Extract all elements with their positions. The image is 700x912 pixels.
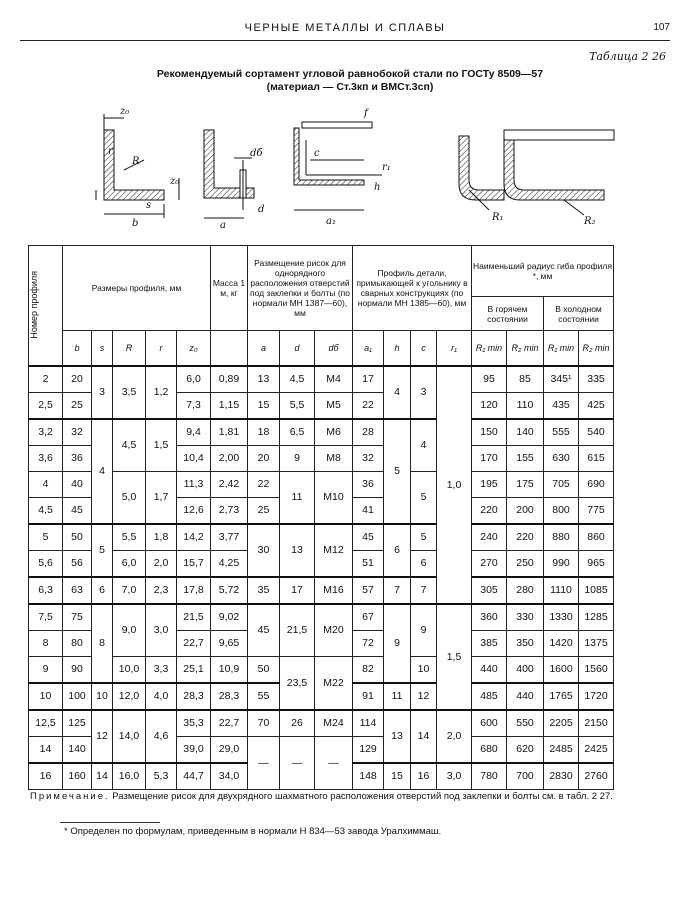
label-b: b xyxy=(132,218,139,229)
profile-diagrams xyxy=(64,100,664,240)
table-cell: 5,0 xyxy=(113,471,146,524)
table-cell: 990 xyxy=(544,550,579,577)
table-cell: 630 xyxy=(544,445,579,471)
table-cell: 29,0 xyxy=(211,736,248,763)
table-cell: 2150 xyxy=(579,710,614,737)
table-cell: 2,0 xyxy=(437,710,472,763)
table-cell: 2 xyxy=(29,366,63,393)
table-cell: 1285 xyxy=(579,604,614,631)
table-cell: 72 xyxy=(353,630,384,656)
table-cell: 80 xyxy=(63,630,92,656)
note-lead: Примечание. xyxy=(30,791,110,802)
col-R1min-cold: R₁ min xyxy=(544,331,579,366)
label-z0-side: z₀ xyxy=(170,176,180,187)
table-cell: 39,0 xyxy=(177,736,211,763)
table-cell: 4,5 xyxy=(280,366,315,393)
table-cell: 4 xyxy=(92,419,113,524)
label-R: R xyxy=(132,156,140,167)
table-cell: 7 xyxy=(411,577,437,604)
col-c: c xyxy=(411,331,437,366)
table-cell: 2,0 xyxy=(146,550,177,577)
table-row xyxy=(29,524,614,551)
label-R2: R₂ xyxy=(584,216,596,227)
header-mass: Масса 1 м, кг xyxy=(211,246,248,331)
table-cell: 10 xyxy=(29,683,63,710)
table-cell: 3,3 xyxy=(146,656,177,683)
table-cell: 0,89 xyxy=(211,366,248,393)
header-placement: Размещение рисок для однорядного расположения отверстий под заклепки и болты (по нормали МН 1387—60), мм xyxy=(248,246,353,331)
table-cell: 1110 xyxy=(544,577,579,604)
table-cell: 14,0 xyxy=(113,710,146,763)
label-z0-top: z₀ xyxy=(120,106,130,117)
col-s: s xyxy=(92,331,113,366)
table-cell: 3,5 xyxy=(113,366,146,419)
table-cell: 1420 xyxy=(544,630,579,656)
table-cell: 775 xyxy=(579,497,614,524)
table-cell: 10,0 xyxy=(113,656,146,683)
table-cell: M16 xyxy=(315,577,353,604)
table-row xyxy=(29,419,614,446)
table-cell: 22 xyxy=(248,471,280,497)
table-cell: 35 xyxy=(248,577,280,604)
footnote: * Определен по формулам, приведенным в нормали Н 834—53 завода Уралхиммаш. xyxy=(64,826,442,837)
table-cell: 345¹ xyxy=(544,366,579,393)
table-cell: 10 xyxy=(92,683,113,710)
table-cell: 400 xyxy=(507,656,544,683)
table-cell: 4,6 xyxy=(146,710,177,763)
table-cell: 15 xyxy=(384,763,411,790)
title-line-2: (материал — Ст.3кп и ВМСт.3сп) xyxy=(266,81,434,93)
table-cell: 3,0 xyxy=(146,604,177,657)
table-cell: 26 xyxy=(280,710,315,737)
table-cell: 1,5 xyxy=(146,419,177,472)
table-cell: 1765 xyxy=(544,683,579,710)
table-cell: 10,9 xyxy=(211,656,248,683)
table-cell: M24 xyxy=(315,710,353,737)
table-cell: 22,7 xyxy=(177,630,211,656)
table-cell: 63 xyxy=(63,577,92,604)
table-cell: 9,4 xyxy=(177,419,211,446)
table-cell: 615 xyxy=(579,445,614,471)
table-cell: 540 xyxy=(579,419,614,446)
table-cell: 5 xyxy=(384,419,411,524)
table-cell: 28,3 xyxy=(211,683,248,710)
table-cell: 220 xyxy=(472,497,507,524)
table-cell: 110 xyxy=(507,392,544,419)
table-cell: 25 xyxy=(248,497,280,524)
table-cell: 4 xyxy=(411,419,437,472)
table-cell: 51 xyxy=(353,550,384,577)
header-hot: В горячем состоянии xyxy=(472,297,544,331)
table-cell: 114 xyxy=(353,710,384,737)
table-cell: 690 xyxy=(579,471,614,497)
table-cell: 175 xyxy=(507,471,544,497)
table-cell: 1,7 xyxy=(146,471,177,524)
table-cell: 5,72 xyxy=(211,577,248,604)
table-cell: 12,0 xyxy=(113,683,146,710)
table-cell: 2760 xyxy=(579,763,614,790)
table-cell: 6 xyxy=(92,577,113,604)
table-cell: 4,25 xyxy=(211,550,248,577)
welded-detail-figure xyxy=(294,122,382,210)
table-cell: 5,3 xyxy=(146,763,177,790)
table-cell: 2425 xyxy=(579,736,614,763)
table-cell: 45 xyxy=(248,604,280,657)
table-cell: M10 xyxy=(315,471,353,524)
label-a1: a₁ xyxy=(326,216,336,227)
table-cell: 6,0 xyxy=(177,366,211,393)
label-s: s xyxy=(146,200,152,211)
table-cell: 8 xyxy=(29,630,63,656)
col-a1: a₁ xyxy=(353,331,384,366)
table-cell: 56 xyxy=(63,550,92,577)
table-cell: 21,5 xyxy=(177,604,211,631)
table-cell: 965 xyxy=(579,550,614,577)
title-line-1: Рекомендуемый сортамент угловой равнобокой стали по ГОСТу 8509—57 xyxy=(156,68,544,80)
table-cell: 440 xyxy=(472,656,507,683)
col-h: h xyxy=(384,331,411,366)
table-cell: 35,3 xyxy=(177,710,211,737)
table-cell: 11 xyxy=(280,471,315,524)
table-cell: 4 xyxy=(29,471,63,497)
table-cell: 15 xyxy=(248,392,280,419)
table-cell: 20 xyxy=(63,366,92,393)
table-cell: 50 xyxy=(248,656,280,683)
table-cell: 3,6 xyxy=(29,445,63,471)
table-cell: 600 xyxy=(472,710,507,737)
label-r: r xyxy=(108,146,113,157)
col-a: a xyxy=(248,331,280,366)
table-cell: 14 xyxy=(29,736,63,763)
bend-radius-r2-figure xyxy=(504,130,614,215)
table-cell: 220 xyxy=(507,524,544,551)
table-cell: 3,0 xyxy=(437,763,472,790)
table-cell: M20 xyxy=(315,604,353,657)
page-number: 107 xyxy=(653,22,670,33)
table-cell: 5,5 xyxy=(280,392,315,419)
table-cell: 485 xyxy=(472,683,507,710)
rivet-placement-figure xyxy=(204,130,254,218)
table-cell: 2205 xyxy=(544,710,579,737)
col-R2min-cold: R₂ min xyxy=(579,331,614,366)
table-cell: 250 xyxy=(507,550,544,577)
table-cell: 150 xyxy=(472,419,507,446)
table-cell: 700 xyxy=(507,763,544,790)
table-cell: 17 xyxy=(353,366,384,393)
table-cell: 15,7 xyxy=(177,550,211,577)
table-cell: 280 xyxy=(507,577,544,604)
table-cell: 3 xyxy=(92,366,113,419)
table-cell: 330 xyxy=(507,604,544,631)
header-dimensions: Размеры профиля, мм xyxy=(63,246,211,331)
table-cell: 705 xyxy=(544,471,579,497)
table-cell: 9,65 xyxy=(211,630,248,656)
col-d: d xyxy=(280,331,315,366)
table-cell: 41 xyxy=(353,497,384,524)
table-cell: 11 xyxy=(384,683,411,710)
table-cell: 16 xyxy=(411,763,437,790)
table-cell: 800 xyxy=(544,497,579,524)
table-cell: 1,8 xyxy=(146,524,177,551)
table-cell: 270 xyxy=(472,550,507,577)
table-cell: 8 xyxy=(92,604,113,683)
table-cell: 3 xyxy=(411,366,437,419)
table-cell: 6 xyxy=(384,524,411,577)
table-cell: 6 xyxy=(411,550,437,577)
label-db: dб xyxy=(250,148,263,159)
table-cell: 5 xyxy=(92,524,113,577)
table-row xyxy=(29,604,614,631)
table-cell: 10,4 xyxy=(177,445,211,471)
table-cell: 12 xyxy=(92,710,113,763)
header-cold: В холодном состоянии xyxy=(544,297,614,331)
table-note xyxy=(30,791,670,803)
table-cell: 16 xyxy=(29,763,63,790)
table-cell: 4,5 xyxy=(29,497,63,524)
table-title xyxy=(0,68,700,94)
table-cell: 28 xyxy=(353,419,384,446)
label-c: c xyxy=(314,148,320,159)
table-cell: 125 xyxy=(63,710,92,737)
table-cell: 22 xyxy=(353,392,384,419)
col-b: b xyxy=(63,331,92,366)
table-cell: 45 xyxy=(353,524,384,551)
table-cell: 160 xyxy=(63,763,92,790)
table-cell: 680 xyxy=(472,736,507,763)
table-cell: 22,7 xyxy=(211,710,248,737)
table-cell: 95 xyxy=(472,366,507,393)
table-cell: 21,5 xyxy=(280,604,315,657)
table-cell: 17,8 xyxy=(177,577,211,604)
table-cell: 100 xyxy=(63,683,92,710)
table-cell: 240 xyxy=(472,524,507,551)
col-r: r xyxy=(146,331,177,366)
table-cell: 20 xyxy=(248,445,280,471)
table-number: Таблица 2 26 xyxy=(589,50,666,63)
col-R: R xyxy=(113,331,146,366)
table-cell: 7,3 xyxy=(177,392,211,419)
table-cell: 12,5 xyxy=(29,710,63,737)
header-profile-no: Номер профиля xyxy=(29,246,63,366)
table-cell: 5 xyxy=(411,524,437,551)
table-cell: 120 xyxy=(472,392,507,419)
table-cell: 3,2 xyxy=(29,419,63,446)
table-cell: M4 xyxy=(315,366,353,393)
table-cell: 2485 xyxy=(544,736,579,763)
table-cell: 16,0 xyxy=(113,763,146,790)
table-cell: 200 xyxy=(507,497,544,524)
table-cell: 1,2 xyxy=(146,366,177,419)
table-cell: 425 xyxy=(579,392,614,419)
table-cell: 170 xyxy=(472,445,507,471)
label-r1: r₁ xyxy=(382,162,391,173)
table-cell: 55 xyxy=(248,683,280,710)
running-title: ЧЕРНЫЕ МЕТАЛЛЫ И СПЛАВЫ xyxy=(244,22,446,34)
table-cell: 3,77 xyxy=(211,524,248,551)
table-cell: 360 xyxy=(472,604,507,631)
note-text: Размещение рисок для двухрядного шахматного расположения отверстий под заклепки и болты см. в табл. 2 27. xyxy=(112,791,613,802)
table-cell: 1720 xyxy=(579,683,614,710)
table-cell: 620 xyxy=(507,736,544,763)
table-cell: 550 xyxy=(507,710,544,737)
col-R1min-hot: R₁ min xyxy=(472,331,507,366)
table-cell: 10 xyxy=(411,656,437,683)
table-cell: 14 xyxy=(92,763,113,790)
table-cell: 6,3 xyxy=(29,577,63,604)
table-cell: 9 xyxy=(280,445,315,471)
table-cell: 75 xyxy=(63,604,92,631)
table-cell: 32 xyxy=(353,445,384,471)
page-header xyxy=(20,20,670,41)
table-cell: 1,0 xyxy=(437,366,472,604)
label-d: d xyxy=(258,204,265,215)
table-cell: 18 xyxy=(248,419,280,446)
table-cell: 9 xyxy=(29,656,63,683)
table-cell: 44,7 xyxy=(177,763,211,790)
table-cell: 1,81 xyxy=(211,419,248,446)
table-cell: M5 xyxy=(315,392,353,419)
table-cell: 5 xyxy=(411,471,437,524)
table-cell: 4,0 xyxy=(146,683,177,710)
table-cell: — xyxy=(248,736,280,789)
table-cell: 28,3 xyxy=(177,683,211,710)
table-cell: 25 xyxy=(63,392,92,419)
table-row xyxy=(29,366,614,393)
table-cell: 13 xyxy=(384,710,411,763)
table-cell: 1085 xyxy=(579,577,614,604)
table-cell: 9 xyxy=(384,604,411,683)
table-cell: 12 xyxy=(411,683,437,710)
table-cell: M6 xyxy=(315,419,353,446)
table-cell: 17 xyxy=(280,577,315,604)
table-cell: 14 xyxy=(411,710,437,763)
table-cell: 1330 xyxy=(544,604,579,631)
table-cell: 1,5 xyxy=(437,604,472,710)
table-cell: 13 xyxy=(280,524,315,577)
table-cell: 45 xyxy=(63,497,92,524)
table-cell: 6,5 xyxy=(280,419,315,446)
bend-radius-r1-figure xyxy=(459,136,504,210)
table-cell: 25,1 xyxy=(177,656,211,683)
label-R1: R₁ xyxy=(492,212,504,223)
table-cell: 129 xyxy=(353,736,384,763)
table-cell: 2,42 xyxy=(211,471,248,497)
label-f: f xyxy=(364,108,368,119)
table-cell: 13 xyxy=(248,366,280,393)
table-cell: M22 xyxy=(315,656,353,710)
table-cell: 5,6 xyxy=(29,550,63,577)
table-cell: 4,5 xyxy=(113,419,146,472)
table-cell: 780 xyxy=(472,763,507,790)
table-cell: M8 xyxy=(315,445,353,471)
table-cell: 12,6 xyxy=(177,497,211,524)
table-row xyxy=(29,577,614,604)
table-cell: 9,0 xyxy=(113,604,146,657)
col-db: dб xyxy=(315,331,353,366)
header-radius: Наименьший радиус гиба профиля *, мм xyxy=(472,246,614,297)
table-cell: 5 xyxy=(29,524,63,551)
table-cell: 91 xyxy=(353,683,384,710)
table-cell: 50 xyxy=(63,524,92,551)
table-row xyxy=(29,710,614,737)
table-cell: 335 xyxy=(579,366,614,393)
table-cell: 7,5 xyxy=(29,604,63,631)
table-cell: 7,0 xyxy=(113,577,146,604)
table-row xyxy=(29,656,614,683)
table-cell: 11,3 xyxy=(177,471,211,497)
table-cell: 1560 xyxy=(579,656,614,683)
table-cell: 305 xyxy=(472,577,507,604)
table-cell: 14,2 xyxy=(177,524,211,551)
table-cell: 36 xyxy=(353,471,384,497)
table-cell: M12 xyxy=(315,524,353,577)
table-cell: 9 xyxy=(411,604,437,657)
table-cell: 82 xyxy=(353,656,384,683)
table-cell: 440 xyxy=(507,683,544,710)
table-cell: 5,5 xyxy=(113,524,146,551)
angle-steel-table xyxy=(28,245,614,790)
table-cell: 2,3 xyxy=(146,577,177,604)
table-cell: 36 xyxy=(63,445,92,471)
table-cell: 1600 xyxy=(544,656,579,683)
table-cell: 350 xyxy=(507,630,544,656)
table-cell: 7 xyxy=(384,577,411,604)
table-cell: 2,73 xyxy=(211,497,248,524)
table-cell: 2,00 xyxy=(211,445,248,471)
label-h: h xyxy=(374,182,381,193)
table-cell: 435 xyxy=(544,392,579,419)
table-cell: 148 xyxy=(353,763,384,790)
table-cell: 140 xyxy=(507,419,544,446)
table-cell: 9,02 xyxy=(211,604,248,631)
table-cell: 880 xyxy=(544,524,579,551)
table-cell: — xyxy=(280,736,315,789)
table-cell: 23,5 xyxy=(280,656,315,710)
col-mass-blank xyxy=(211,331,248,366)
table-cell: 385 xyxy=(472,630,507,656)
table-cell: 155 xyxy=(507,445,544,471)
col-z0: z₀ xyxy=(177,331,211,366)
table-cell: 195 xyxy=(472,471,507,497)
table-cell: 85 xyxy=(507,366,544,393)
table-cell: 30 xyxy=(248,524,280,577)
table-cell: 34,0 xyxy=(211,763,248,790)
table-cell: 57 xyxy=(353,577,384,604)
table-cell: 67 xyxy=(353,604,384,631)
col-R2min-hot: R₂ min xyxy=(507,331,544,366)
table-cell: 32 xyxy=(63,419,92,446)
table-row xyxy=(29,471,614,497)
table-cell: 2,5 xyxy=(29,392,63,419)
table-cell: 140 xyxy=(63,736,92,763)
table-cell: 555 xyxy=(544,419,579,446)
table-cell: 1375 xyxy=(579,630,614,656)
table-cell: 6,0 xyxy=(113,550,146,577)
table-cell: 90 xyxy=(63,656,92,683)
table-cell: 40 xyxy=(63,471,92,497)
col-r1: r₁ xyxy=(437,331,472,366)
table-cell: 1,15 xyxy=(211,392,248,419)
table-cell: 860 xyxy=(579,524,614,551)
table-cell: 70 xyxy=(248,710,280,737)
table-cell: — xyxy=(315,736,353,789)
table-cell: 4 xyxy=(384,366,411,419)
table-cell: 2830 xyxy=(544,763,579,790)
footnote-rule xyxy=(60,822,160,823)
label-a: a xyxy=(220,220,226,231)
header-detail: Профиль детали, примыкающей к угольнику в сварных конструкциях (по нормали МН 1385—60), мм xyxy=(353,246,472,331)
